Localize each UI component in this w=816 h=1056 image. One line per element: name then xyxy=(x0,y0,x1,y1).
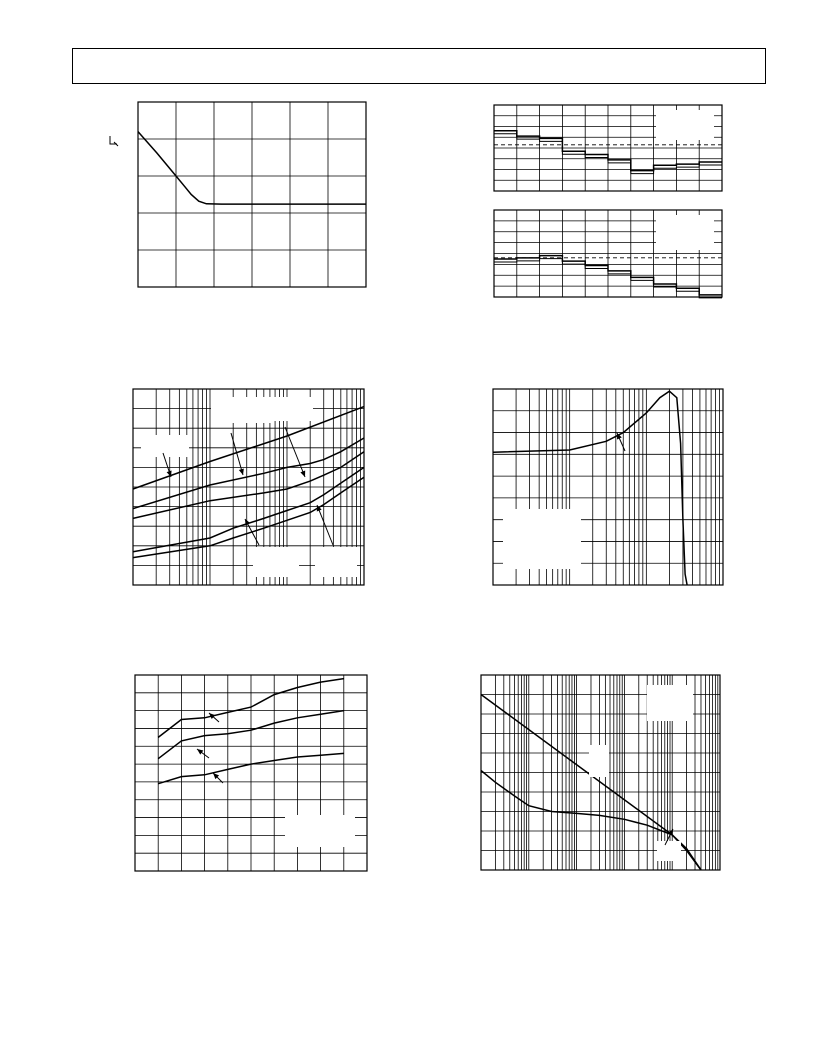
chart6-label-box xyxy=(589,745,609,777)
chart3-label-box xyxy=(253,547,299,577)
chart-3 xyxy=(126,382,372,592)
chart-6 xyxy=(475,668,727,878)
chart3-label-box xyxy=(263,397,313,421)
chart6-label-box xyxy=(657,841,681,861)
chart3-pointer-arrow xyxy=(285,427,305,477)
chart-2a-plot xyxy=(494,105,722,191)
chart-4 xyxy=(486,383,730,593)
chart4-pointer-arrow xyxy=(617,433,625,451)
chart-6-plot xyxy=(481,675,720,870)
chart-3-plot xyxy=(133,389,364,585)
chart-1-marker xyxy=(110,136,118,146)
chart-2a xyxy=(489,99,729,199)
chart-1 xyxy=(131,96,375,296)
chart5-pointer-arrow xyxy=(213,773,223,783)
chart4-label-box xyxy=(503,509,581,569)
chart-2b-plot xyxy=(494,210,722,298)
chart3-label-box xyxy=(315,547,357,577)
chart3-label-box xyxy=(141,435,189,457)
chart5-label-box xyxy=(285,815,355,847)
chart-4-plot xyxy=(493,389,723,585)
chart-5 xyxy=(128,668,374,878)
chart1-grid xyxy=(138,102,366,287)
chart6-label-box xyxy=(647,685,693,721)
chart2b-label-box xyxy=(656,215,714,250)
chart3-pointer-arrow xyxy=(317,505,333,545)
chart2a-label-box xyxy=(656,110,714,140)
chart3-series-4 xyxy=(133,467,364,551)
chart3-label-box xyxy=(211,397,271,423)
chart5-pointer-arrow xyxy=(197,749,209,758)
chart-5-plot xyxy=(135,675,367,871)
chart-1-plot xyxy=(138,102,366,287)
chart-2b xyxy=(489,205,729,305)
chart3-series-3 xyxy=(133,452,364,519)
page-header-box xyxy=(72,48,766,84)
